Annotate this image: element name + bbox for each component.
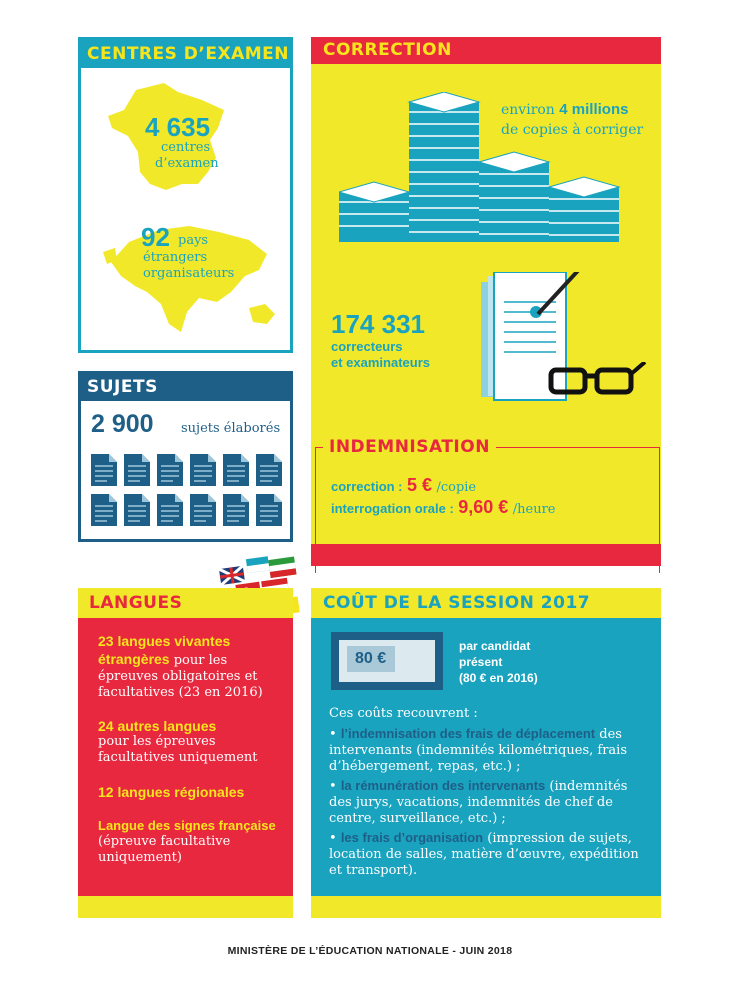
indemn-row2-label: interrogation orale : xyxy=(331,501,454,516)
document-icon xyxy=(190,454,216,486)
per-candidat xyxy=(459,638,538,686)
per-candidat-l3: (80 € en 2016) xyxy=(459,671,538,685)
sujets-count: 2 900 xyxy=(91,410,154,438)
langues-item-4-rest: (épreuve facultative uniquement) xyxy=(98,834,231,865)
cout-item-3-rest: (impression de sujets, location de salles, matière d’œuvre, expédition et transport). xyxy=(329,831,639,878)
sujets-label: sujets élaborés xyxy=(181,421,281,436)
document-icon xyxy=(157,494,183,526)
document-icon xyxy=(190,494,216,526)
indemnisation-title: INDEMNISATION xyxy=(323,437,496,457)
cout-intro: Ces coûts recouvrent : xyxy=(329,706,478,721)
langues-item-4 xyxy=(98,818,288,866)
countries-label2: étrangers xyxy=(143,250,208,265)
document-icon xyxy=(91,494,117,526)
indemn-row1-unit: /copie xyxy=(436,480,477,495)
per-candidat-l1: par candidat xyxy=(459,639,531,653)
centres-panel xyxy=(78,37,293,353)
indemn-row-orale xyxy=(331,497,555,518)
langues-panel xyxy=(78,588,293,918)
footer-credit: MINISTÈRE DE L’ÉDUCATION NATIONALE - JUIN 2018 xyxy=(227,945,513,957)
cout-item-1-rest: des intervenants (indemnités kilométriques, frais d’hébergement, repas, etc.) ; xyxy=(329,727,627,774)
glasses-icon xyxy=(547,362,647,402)
copies-line2: de copies à corriger xyxy=(501,122,644,138)
indemn-row2-unit: /heure xyxy=(512,502,556,517)
countries-number: 92 xyxy=(141,222,170,252)
correction-bottom-band xyxy=(311,544,661,566)
document-icon xyxy=(223,494,249,526)
copies-number: 4 millions xyxy=(559,101,629,118)
centres-count: 4 635 xyxy=(145,112,211,142)
cout-item-1-bold: l’indemnisation des frais de déplacement xyxy=(340,726,596,741)
sujets-panel xyxy=(78,371,293,542)
cout-item-1: • l’indemnisation des frais de déplacement des intervenants (indemnités kilométriques, frais d’hébergement, repas, etc.) ; xyxy=(329,726,627,774)
cout-item-3: • les frais d’organisation (impression de sujets, location de salles, matière d’œuvre, expédition et transport). xyxy=(329,830,639,878)
langues-item-4-bold: Langue des signes française xyxy=(98,818,276,833)
cout-item-2-rest: (indemnités des jurys, vacations, indemnités de chef de centre, surveillance, etc.) ; xyxy=(329,779,628,826)
correcteurs-number: 174 331 xyxy=(331,309,425,339)
langues-item-1-rest: pour les épreuves obligatoires et facultatives (23 en 2016) xyxy=(98,653,263,700)
indemn-row2-value: 9,60 € xyxy=(458,497,509,517)
document-icon xyxy=(124,454,150,486)
copies-line1 xyxy=(501,101,628,118)
cout-item-2: • la rémunération des intervenants (indemnités des jurys, vacations, indemnités de chef de centre, surveillance, etc.) ; xyxy=(329,778,628,826)
document-icons-grid xyxy=(91,454,286,529)
langues-item-2-bold: 24 autres langues xyxy=(98,718,217,734)
correcteurs-label2: et examinateurs xyxy=(331,355,430,370)
countries-label1: pays xyxy=(178,233,209,248)
centres-title: CENTRES D’EXAMEN xyxy=(81,40,290,68)
document-icon xyxy=(256,454,282,486)
langues-item-1 xyxy=(98,633,288,701)
per-candidat-l2: présent xyxy=(459,655,503,669)
copies-pre: environ xyxy=(501,102,555,118)
langues-item-3: 12 langues régionales xyxy=(98,784,245,800)
centres-count-label2: d’examen xyxy=(155,156,219,171)
document-icon xyxy=(91,454,117,486)
sujets-title: SUJETS xyxy=(81,374,290,401)
langues-item-1-bold: 23 langues vivantes étrangères xyxy=(98,633,231,667)
langues-item-2-rest: pour les épreuves facultatives uniquement xyxy=(98,734,258,765)
cout-title: COÛT DE LA SESSION 2017 xyxy=(311,588,661,618)
cout-item-2-bold: la rémunération des intervenants xyxy=(340,778,546,793)
correction-title: CORRECTION xyxy=(311,37,661,64)
indemn-row-correction xyxy=(331,475,476,496)
correcteurs-label1: correcteurs xyxy=(331,339,403,354)
document-icon xyxy=(157,454,183,486)
cout-item-3-bold: les frais d’organisation xyxy=(340,830,484,845)
countries-label3: organisateurs xyxy=(143,266,235,281)
cout-panel xyxy=(311,588,661,918)
banknote-amount: 80 € xyxy=(355,650,387,667)
document-icon xyxy=(223,454,249,486)
indemn-row1-label: correction : xyxy=(331,479,403,494)
langues-item-2 xyxy=(98,718,288,766)
correction-panel xyxy=(311,37,661,566)
cout-bottom-band xyxy=(311,896,661,918)
langues-title: LANGUES xyxy=(78,588,293,618)
document-icon xyxy=(256,494,282,526)
indemn-row1-value: 5 € xyxy=(406,475,432,495)
centres-count-label1: centres xyxy=(161,140,211,155)
document-icon xyxy=(124,494,150,526)
langues-bottom-band xyxy=(78,896,293,918)
banknote-icon xyxy=(331,632,443,690)
